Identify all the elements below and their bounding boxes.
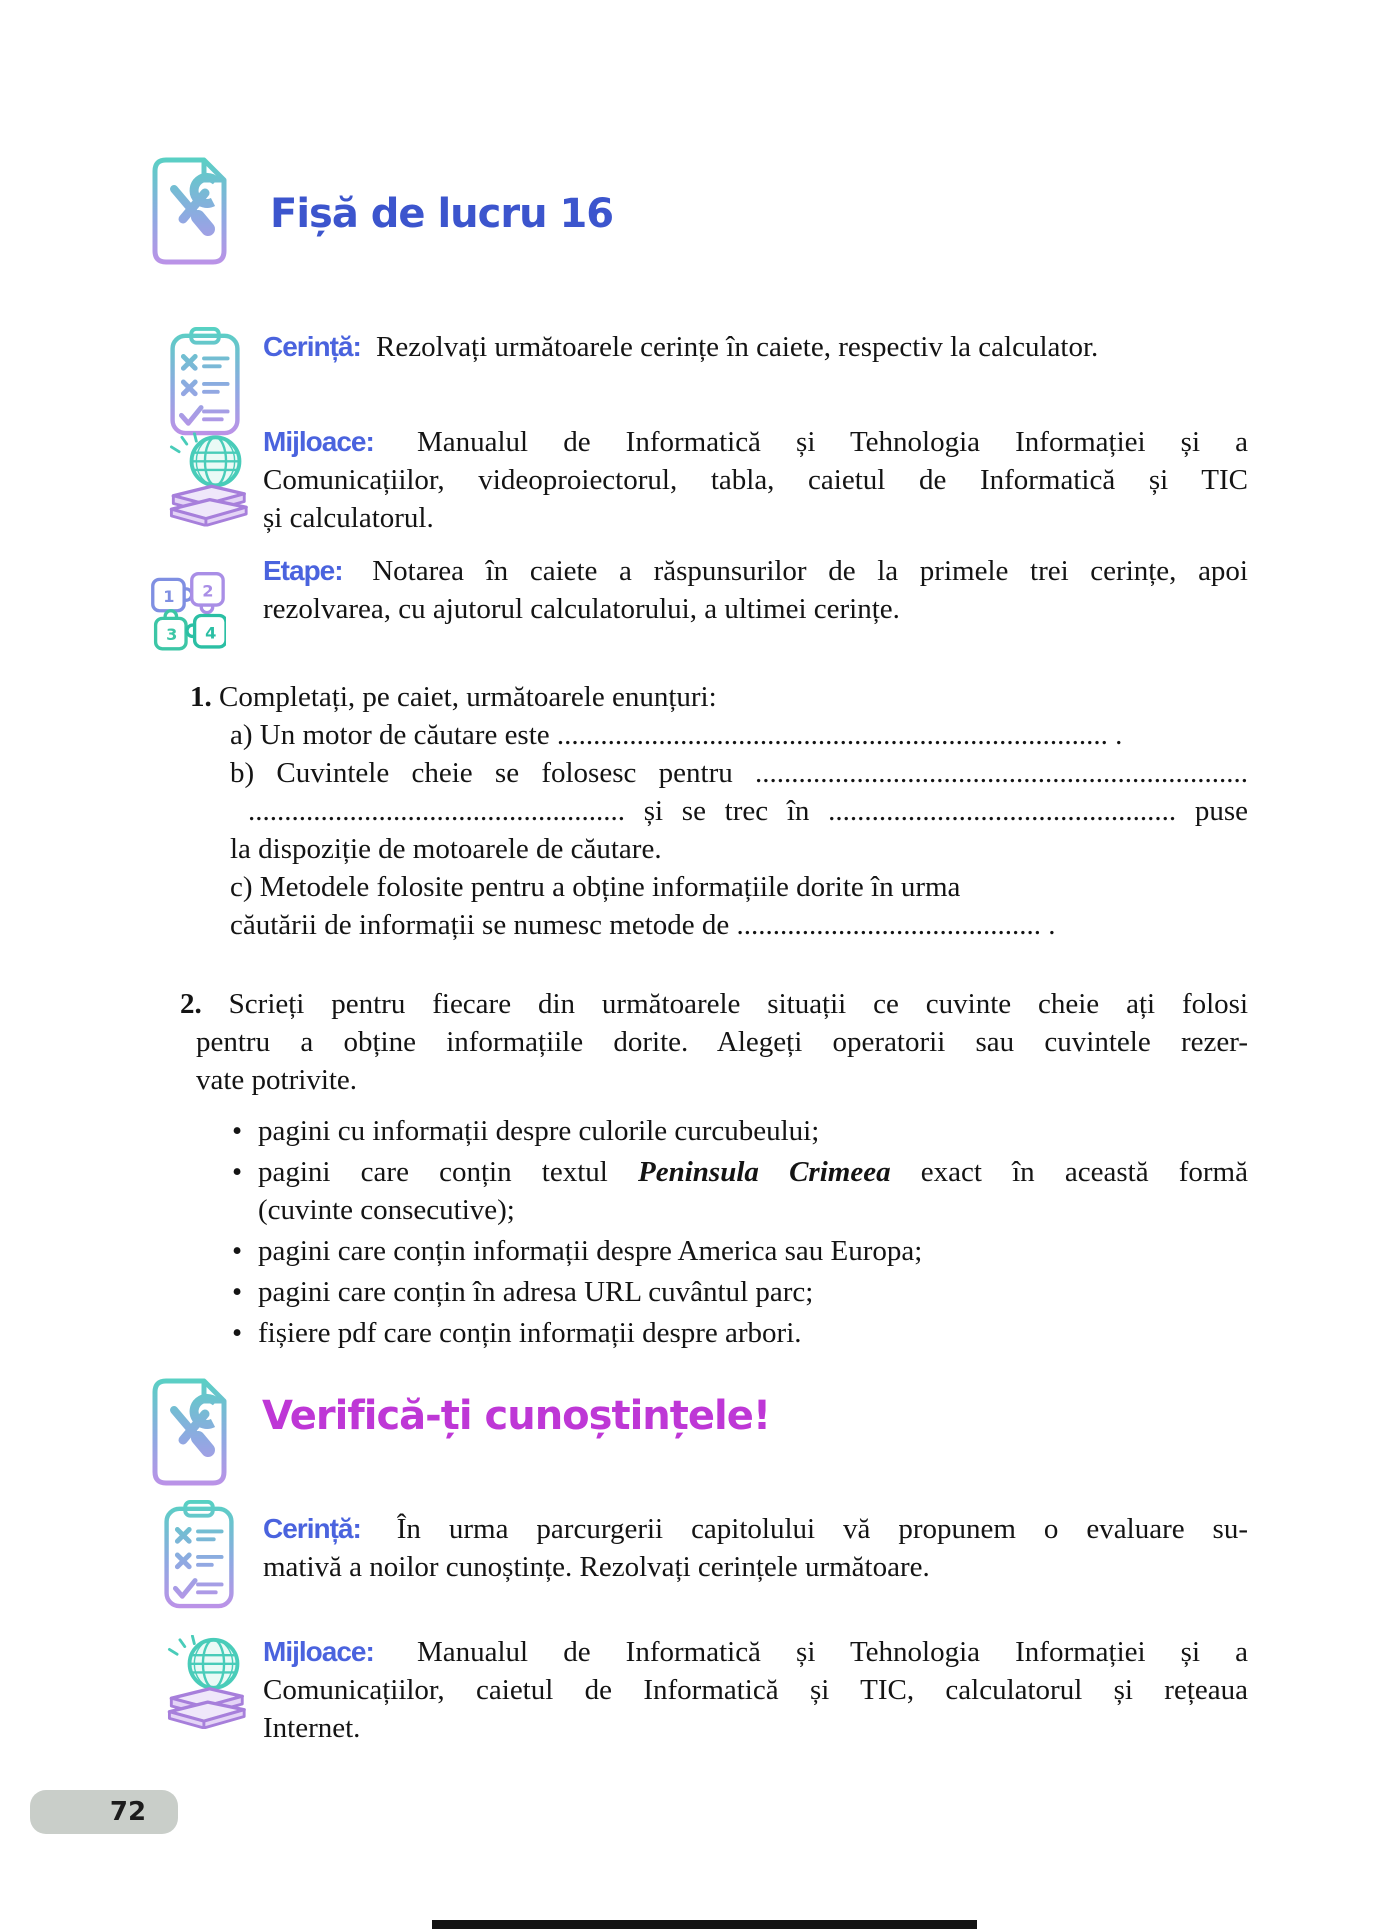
mijloace-2-line-2: Comunicațiilor, caietul de Informatică și TIC, calculatorul și rețeaua [263,1674,1248,1706]
worksheet-title: Fișă de lucru 16 [270,191,614,237]
bullet-icon: • [232,1115,243,1147]
bullet-text: pagini care conțin informații despre America sau Europa; [258,1235,923,1267]
etape-text: Notarea în caiete a răspunsurilor de la primele trei cerințe, apoi [372,555,1248,587]
list-item [232,1112,1248,1150]
exercise-1-number: 1. [190,681,212,713]
exercise-2-intro-line-2: pentru a obține informațiile dorite. Alegeți operatorii sau cuvintele rezer- [196,1026,1248,1058]
mijloace-2-text: Manualul de Informatică și Tehnologia Informației și a [416,1636,1249,1668]
page-bottom-edge-bar [432,1920,977,1929]
cerinta-2-line-2: mativă a noilor cunoștințe. Rezolvați cerințele următoare. [263,1551,930,1583]
exercise-2-intro-text: Scrieți pentru fiecare din următoarele situații ce cuvinte cheie ați folosi [228,988,1249,1020]
numbered-puzzle-icon [148,560,226,652]
cerinta-1-label: Cerință: [263,331,361,362]
etape-line-1 [263,552,1248,590]
exercise-1-item-b-line-3: la dispoziție de motoarele de căutare. [230,833,662,865]
mijloace-2-line-1 [263,1633,1248,1671]
mijloace-1-line-2: Comunicațiilor, videoproiectorul, tabla, caietul de Informatică și TIC [263,464,1248,496]
exercise-1-item-c-line-2: căutării de informații se numesc metode de .......................................... . [230,909,1056,941]
exercise-1-intro-line [190,678,1248,716]
exercise-2 [180,985,1248,1099]
exercise-2-number: 2. [180,988,202,1020]
cerinta-1 [263,328,1248,366]
bullet-text-line-2: (cuvinte consecutive); [258,1194,515,1226]
bullet-emphasis-text: Peninsula Crimeea [638,1156,891,1188]
etape [263,552,1248,628]
mijloace-1 [263,423,1248,537]
cerinta-2 [263,1510,1248,1586]
globe-books-icon [156,1632,248,1732]
list-item [232,1153,1248,1229]
etape-label: Etape: [263,555,343,586]
bullet-text: fișiere pdf care conțin informații despre arbori. [258,1317,802,1349]
globe-books-icon [158,432,250,527]
exercise-1-item-a: a) Un motor de căutare este ............................................................................ . [230,719,1123,751]
tools-page-icon [150,1376,232,1488]
checklist-clipboard-icon [166,327,244,437]
bullet-icon: • [232,1156,243,1188]
bullet-icon: • [232,1235,243,1267]
mijloace-1-label: Mijloace: [263,426,374,457]
bullet-icon: • [232,1276,243,1308]
cerinta-2-text: În urma parcurgerii capitolului vă propunem o evaluare su- [396,1513,1248,1545]
mijloace-2 [263,1633,1248,1747]
page-number-pill [30,1790,178,1834]
mijloace-2-line-3: Internet. [263,1712,361,1744]
cerinta-2-label: Cerință: [263,1513,361,1544]
mijloace-2-label: Mijloace: [263,1636,374,1667]
mijloace-1-line-3: și calculatorul. [263,502,434,534]
bullet-text: exact în această formă [890,1156,1248,1188]
bullet-icon: • [232,1317,243,1349]
mijloace-1-text: Manualul de Informatică și Tehnologia Informației și a [416,426,1249,458]
list-item [232,1232,1248,1270]
cerinta-2-line-1 [263,1510,1248,1548]
exercise-2-bullet-list [232,1112,1248,1355]
cerinta-1-text: Rezolvați următoarele cerințe în caiete, respectiv la calculator. [376,331,1099,363]
bullet-text: pagini care conțin în adresa URL cuvântul parc; [258,1276,814,1308]
exercise-1-intro: Completați, pe caiet, următoarele enunțuri: [219,681,717,713]
exercise-2-intro-line-1 [180,985,1248,1023]
exercise-2-intro-line-3: vate potrivite. [196,1064,358,1096]
checklist-clipboard-icon [160,1500,238,1610]
bullet-text: pagini care conțin textul [258,1156,639,1188]
verify-title: Verifică-ți cunoștințele! [262,1393,771,1439]
etape-line-2: rezolvarea, cu ajutorul calculatorului, a ultimei cerințe. [263,593,900,625]
bullet-text: pagini cu informații despre culorile curcubeului; [258,1115,820,1147]
exercise-1-item-c-line-1: c) Metodele folosite pentru a obține informațiile dorite în urma [230,871,961,903]
page-number: 72 [109,1797,147,1827]
exercise-1 [190,678,1248,944]
list-item [232,1273,1248,1311]
exercise-1-item-b-line-2: .................................................... și se trec în ................................................ puse [248,795,1248,827]
bullet-text-line-1 [258,1153,1248,1191]
list-item [232,1314,1248,1352]
exercise-1-item-b-line-1: b) Cuvintele cheie se folosesc pentru .................................................................... [230,757,1248,789]
mijloace-1-line-1 [263,423,1248,461]
tools-page-icon [150,155,232,267]
